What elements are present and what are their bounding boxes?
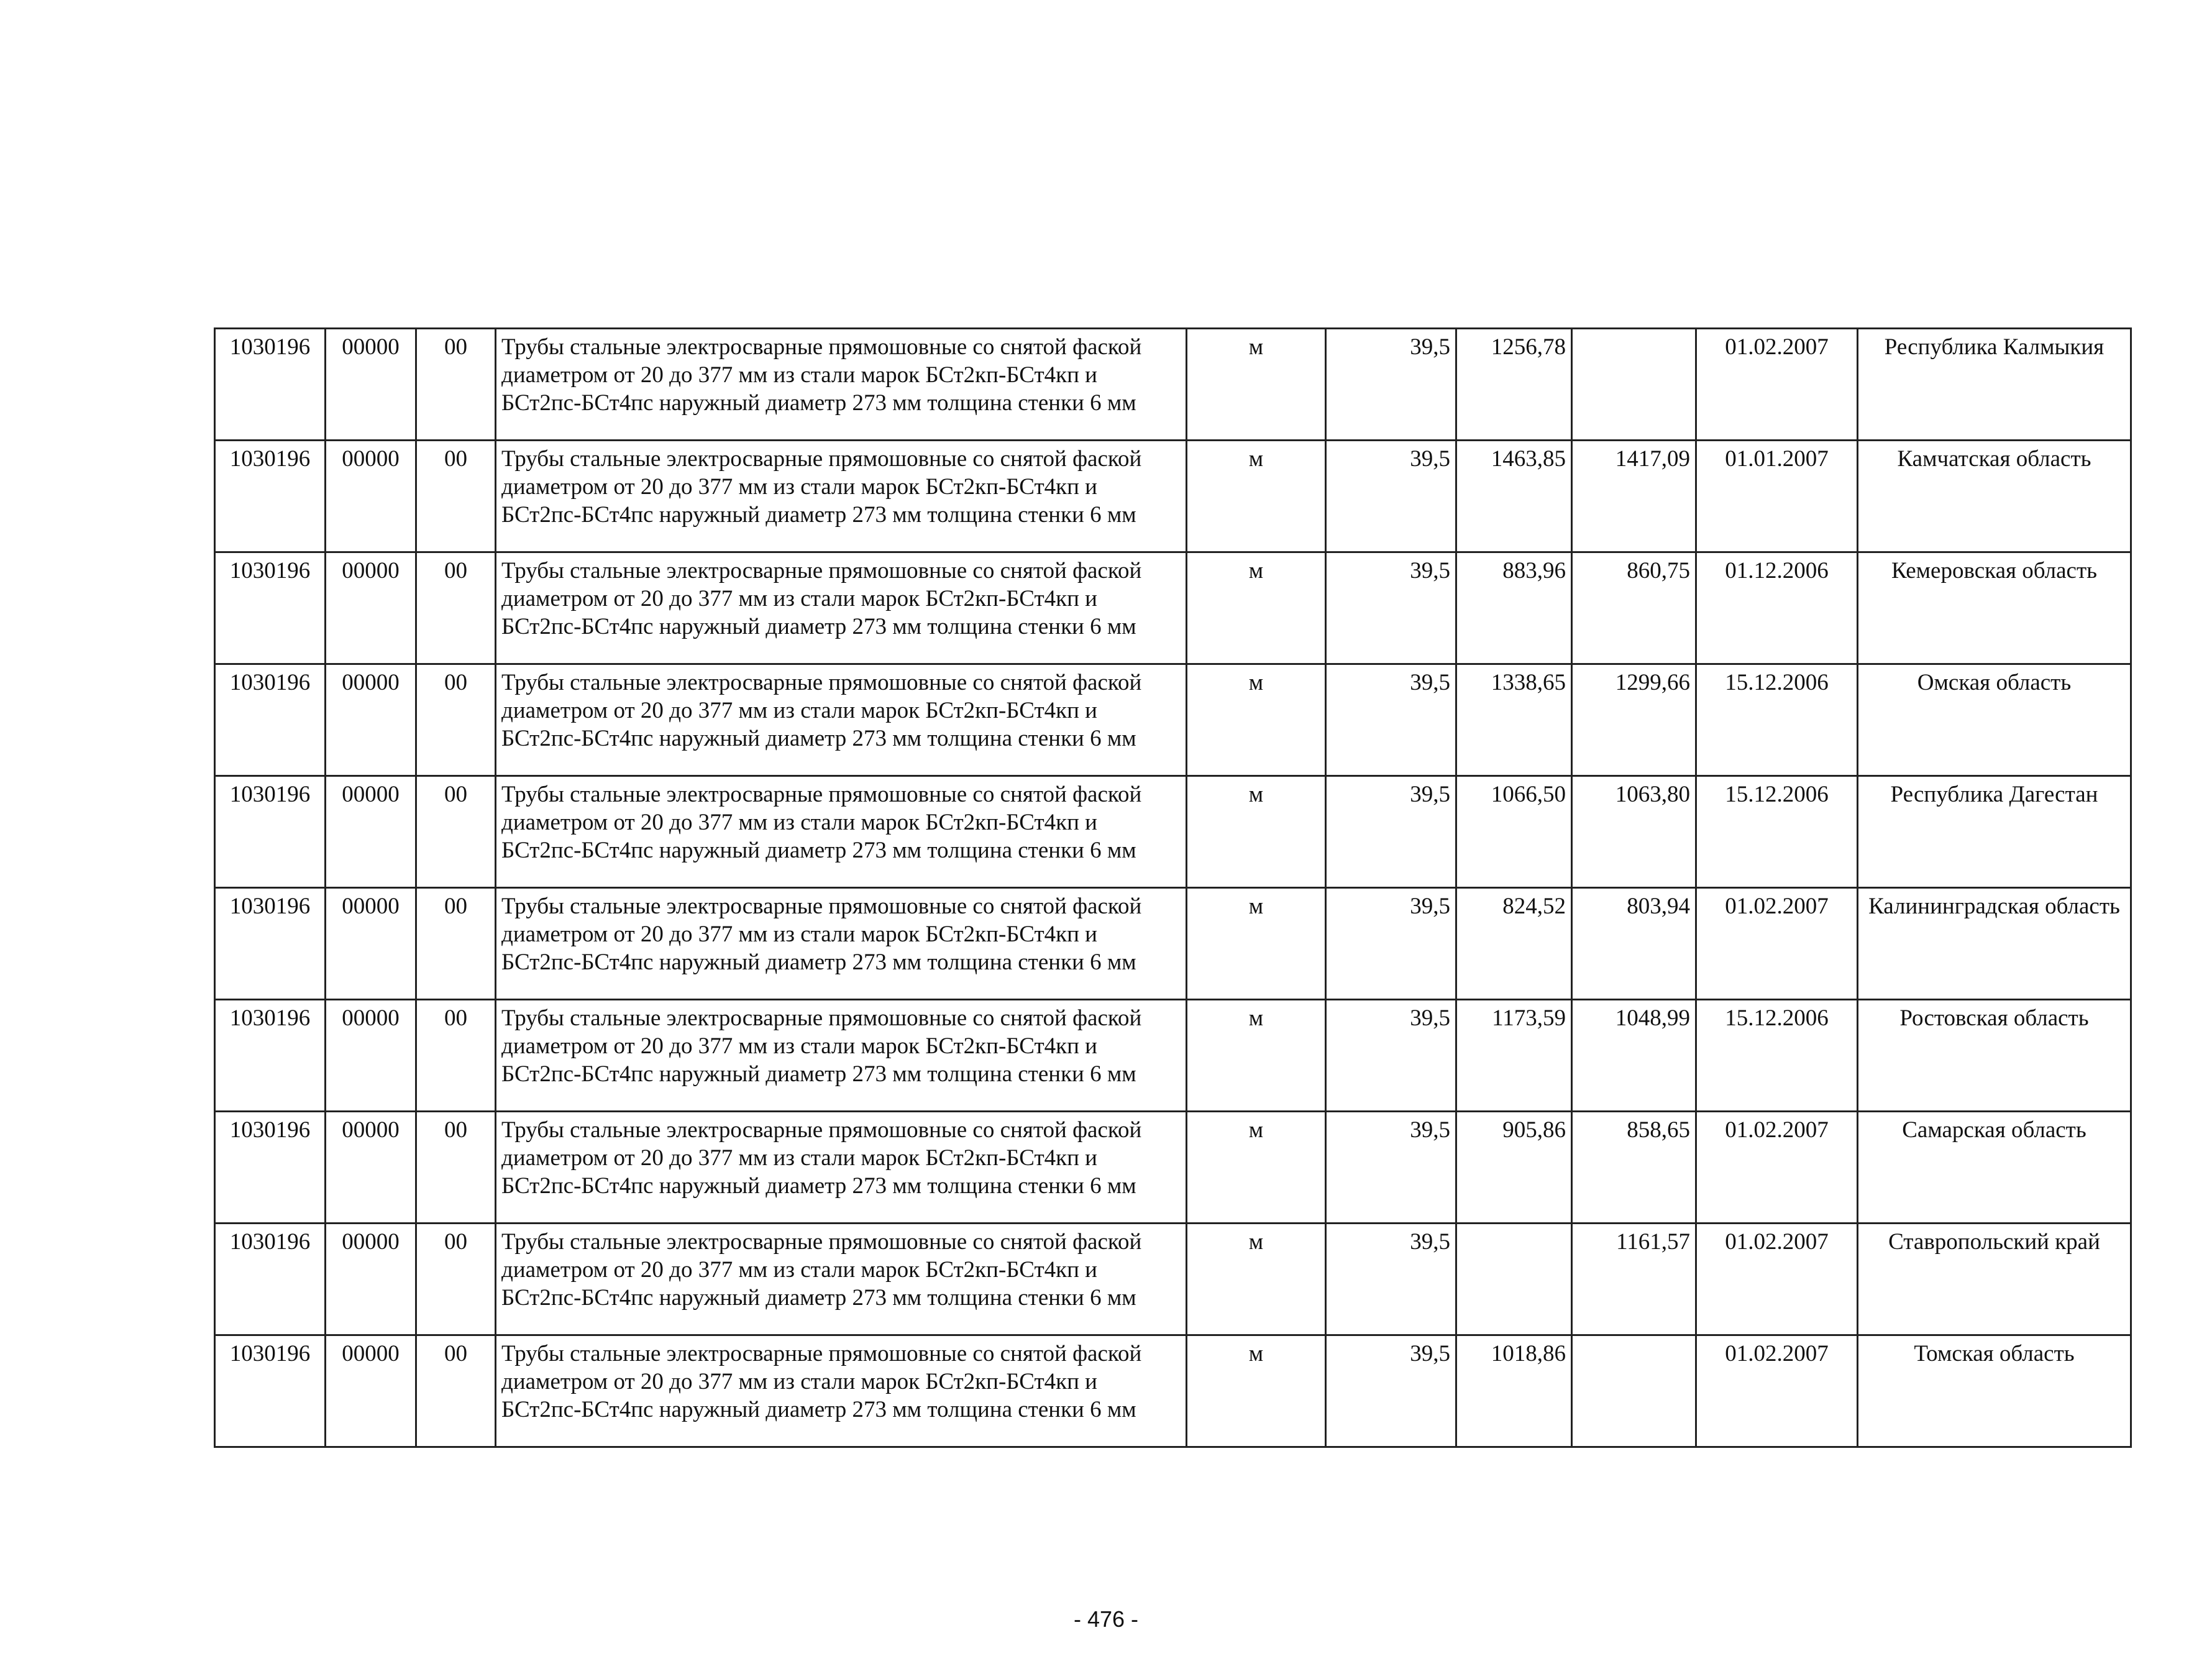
cell-region: Калининградская область — [1858, 888, 2131, 1000]
cell-price-1 — [1456, 1224, 1572, 1335]
cell-price-2: 1048,99 — [1572, 1000, 1696, 1112]
cell-region: Ростовская область — [1858, 1000, 2131, 1112]
cell-date: 01.02.2007 — [1696, 1224, 1858, 1335]
cell-unit: м — [1187, 1000, 1326, 1112]
cell-variant: 00 — [416, 888, 496, 1000]
cell-price-2: 1063,80 — [1572, 776, 1696, 888]
cell-value: 39,5 — [1326, 888, 1456, 1000]
cell-price-2: 1161,57 — [1572, 1224, 1696, 1335]
cell-unit: м — [1187, 329, 1326, 441]
cell-description: Трубы стальные электросварные прямошовные со снятой фаской диаметром от 20 до 377 мм из стали марок БСт2кп-БСт4кп и БСт2пс-БСт4пс наружный диаметр 273 мм толщина стенки 6 мм — [496, 441, 1187, 552]
cell-price-1: 905,86 — [1456, 1112, 1572, 1224]
cell-value: 39,5 — [1326, 1112, 1456, 1224]
cell-date: 15.12.2006 — [1696, 1000, 1858, 1112]
cell-sub-code: 00000 — [326, 1224, 416, 1335]
cell-price-1: 1256,78 — [1456, 329, 1572, 441]
cell-value: 39,5 — [1326, 552, 1456, 664]
cell-price-2: 1299,66 — [1572, 664, 1696, 776]
cell-region: Самарская область — [1858, 1112, 2131, 1224]
cell-variant: 00 — [416, 1224, 496, 1335]
cell-sub-code: 00000 — [326, 552, 416, 664]
cell-variant: 00 — [416, 1112, 496, 1224]
cell-variant: 00 — [416, 1000, 496, 1112]
table-row — [215, 888, 2131, 1000]
cell-code: 1030196 — [215, 1224, 326, 1335]
cell-price-2 — [1572, 329, 1696, 441]
cell-unit: м — [1187, 664, 1326, 776]
cell-price-1: 1018,86 — [1456, 1335, 1572, 1447]
cell-variant: 00 — [416, 441, 496, 552]
cell-price-2: 858,65 — [1572, 1112, 1696, 1224]
cell-price-2: 803,94 — [1572, 888, 1696, 1000]
cell-value: 39,5 — [1326, 664, 1456, 776]
cell-sub-code: 00000 — [326, 1335, 416, 1447]
cell-price-1: 1463,85 — [1456, 441, 1572, 552]
cell-variant: 00 — [416, 664, 496, 776]
cell-unit: м — [1187, 1112, 1326, 1224]
cell-date: 01.01.2007 — [1696, 441, 1858, 552]
cell-unit: м — [1187, 1224, 1326, 1335]
cell-price-1: 1066,50 — [1456, 776, 1572, 888]
cell-code: 1030196 — [215, 1112, 326, 1224]
cell-variant: 00 — [416, 776, 496, 888]
cell-region: Томская область — [1858, 1335, 2131, 1447]
cell-value: 39,5 — [1326, 441, 1456, 552]
cell-variant: 00 — [416, 1335, 496, 1447]
table-row — [215, 441, 2131, 552]
cell-date: 01.02.2007 — [1696, 888, 1858, 1000]
cell-code: 1030196 — [215, 776, 326, 888]
cell-region: Омская область — [1858, 664, 2131, 776]
cell-date: 01.02.2007 — [1696, 329, 1858, 441]
cell-sub-code: 00000 — [326, 664, 416, 776]
table-row — [215, 1224, 2131, 1335]
cell-unit: м — [1187, 776, 1326, 888]
cell-description: Трубы стальные электросварные прямошовные со снятой фаской диаметром от 20 до 377 мм из стали марок БСт2кп-БСт4кп и БСт2пс-БСт4пс наружный диаметр 273 мм толщина стенки 6 мм — [496, 1000, 1187, 1112]
cell-region: Республика Дагестан — [1858, 776, 2131, 888]
cell-code: 1030196 — [215, 329, 326, 441]
cell-price-2: 1417,09 — [1572, 441, 1696, 552]
cell-price-2: 860,75 — [1572, 552, 1696, 664]
cell-sub-code: 00000 — [326, 1000, 416, 1112]
cell-code: 1030196 — [215, 552, 326, 664]
cell-code: 1030196 — [215, 1000, 326, 1112]
cell-unit: м — [1187, 1335, 1326, 1447]
cell-description: Трубы стальные электросварные прямошовные со снятой фаской диаметром от 20 до 377 мм из стали марок БСт2кп-БСт4кп и БСт2пс-БСт4пс наружный диаметр 273 мм толщина стенки 6 мм — [496, 1224, 1187, 1335]
cell-region: Республика Калмыкия — [1858, 329, 2131, 441]
table-body — [215, 329, 2131, 1447]
cell-region: Камчатская область — [1858, 441, 2131, 552]
cell-price-2 — [1572, 1335, 1696, 1447]
cell-price-1: 883,96 — [1456, 552, 1572, 664]
cell-value: 39,5 — [1326, 776, 1456, 888]
cell-unit: м — [1187, 552, 1326, 664]
cell-sub-code: 00000 — [326, 888, 416, 1000]
table-row — [215, 1000, 2131, 1112]
cell-description: Трубы стальные электросварные прямошовные со снятой фаской диаметром от 20 до 377 мм из стали марок БСт2кп-БСт4кп и БСт2пс-БСт4пс наружный диаметр 273 мм толщина стенки 6 мм — [496, 664, 1187, 776]
cell-code: 1030196 — [215, 441, 326, 552]
cell-description: Трубы стальные электросварные прямошовные со снятой фаской диаметром от 20 до 377 мм из стали марок БСт2кп-БСт4кп и БСт2пс-БСт4пс наружный диаметр 273 мм толщина стенки 6 мм — [496, 1112, 1187, 1224]
cell-price-1: 824,52 — [1456, 888, 1572, 1000]
cell-price-1: 1173,59 — [1456, 1000, 1572, 1112]
cell-sub-code: 00000 — [326, 776, 416, 888]
cell-unit: м — [1187, 888, 1326, 1000]
table-row — [215, 329, 2131, 441]
cell-price-1: 1338,65 — [1456, 664, 1572, 776]
cell-region: Ставропольский край — [1858, 1224, 2131, 1335]
cell-value: 39,5 — [1326, 1335, 1456, 1447]
cell-description: Трубы стальные электросварные прямошовные со снятой фаской диаметром от 20 до 377 мм из стали марок БСт2кп-БСт4кп и БСт2пс-БСт4пс наружный диаметр 273 мм толщина стенки 6 мм — [496, 776, 1187, 888]
cell-description: Трубы стальные электросварные прямошовные со снятой фаской диаметром от 20 до 377 мм из стали марок БСт2кп-БСт4кп и БСт2пс-БСт4пс наружный диаметр 273 мм толщина стенки 6 мм — [496, 1335, 1187, 1447]
table-row — [215, 552, 2131, 664]
cell-code: 1030196 — [215, 1335, 326, 1447]
cell-description: Трубы стальные электросварные прямошовные со снятой фаской диаметром от 20 до 377 мм из стали марок БСт2кп-БСт4кп и БСт2пс-БСт4пс наружный диаметр 273 мм толщина стенки 6 мм — [496, 329, 1187, 441]
cell-date: 01.02.2007 — [1696, 1335, 1858, 1447]
cell-date: 15.12.2006 — [1696, 664, 1858, 776]
cell-date: 15.12.2006 — [1696, 776, 1858, 888]
cell-variant: 00 — [416, 552, 496, 664]
cell-value: 39,5 — [1326, 1000, 1456, 1112]
cell-sub-code: 00000 — [326, 441, 416, 552]
table-row — [215, 664, 2131, 776]
cell-region: Кемеровская область — [1858, 552, 2131, 664]
table-row — [215, 1112, 2131, 1224]
cell-unit: м — [1187, 441, 1326, 552]
cell-date: 01.02.2007 — [1696, 1112, 1858, 1224]
table-row — [215, 1335, 2131, 1447]
table-row — [215, 776, 2131, 888]
page-number: - 476 - — [1073, 1606, 1139, 1632]
price-table — [214, 327, 2132, 1448]
cell-variant: 00 — [416, 329, 496, 441]
cell-code: 1030196 — [215, 664, 326, 776]
cell-description: Трубы стальные электросварные прямошовные со снятой фаской диаметром от 20 до 377 мм из стали марок БСт2кп-БСт4кп и БСт2пс-БСт4пс наружный диаметр 273 мм толщина стенки 6 мм — [496, 552, 1187, 664]
cell-sub-code: 00000 — [326, 329, 416, 441]
cell-value: 39,5 — [1326, 1224, 1456, 1335]
cell-value: 39,5 — [1326, 329, 1456, 441]
cell-code: 1030196 — [215, 888, 326, 1000]
cell-sub-code: 00000 — [326, 1112, 416, 1224]
cell-description: Трубы стальные электросварные прямошовные со снятой фаской диаметром от 20 до 377 мм из стали марок БСт2кп-БСт4кп и БСт2пс-БСт4пс наружный диаметр 273 мм толщина стенки 6 мм — [496, 888, 1187, 1000]
cell-date: 01.12.2006 — [1696, 552, 1858, 664]
